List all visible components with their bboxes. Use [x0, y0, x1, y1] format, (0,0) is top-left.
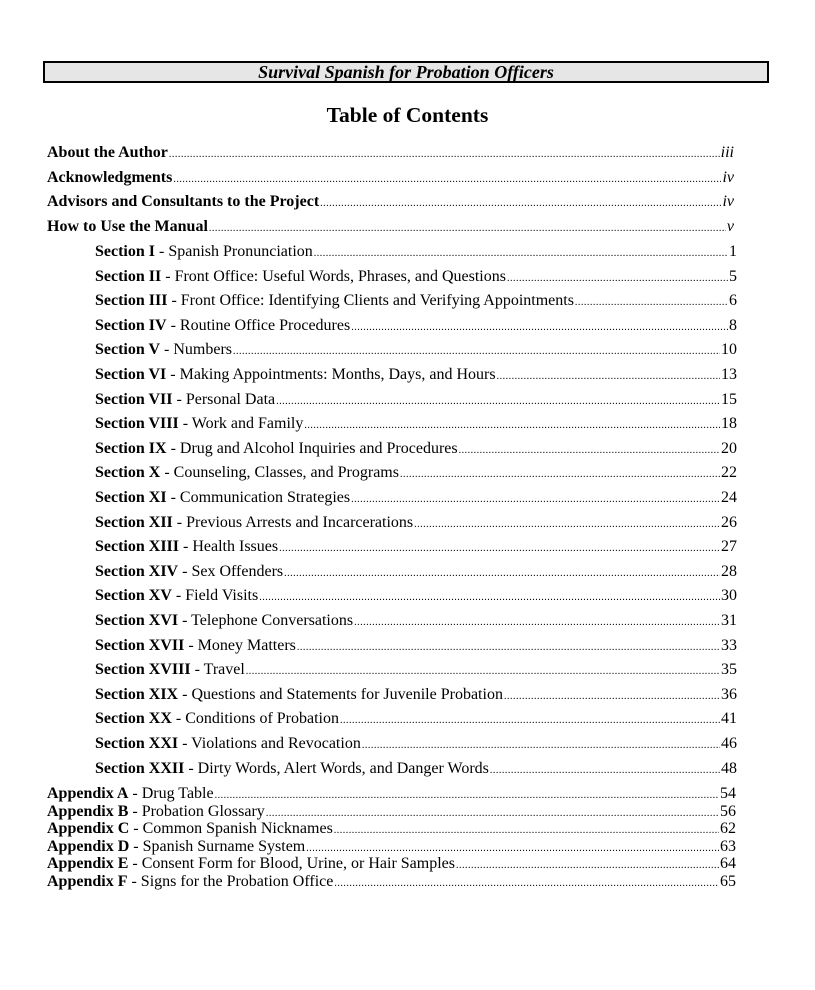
appendix-title: - Consent Form for Blood, Urine, or Hair Samples: [128, 855, 455, 873]
main-entry-label: [47, 218, 208, 236]
section-entry[interactable]: [95, 637, 737, 655]
section-title: - Previous Arrests and Incarcerations: [172, 513, 414, 531]
page-number: 65: [720, 873, 736, 890]
section-title: - Making Appointments: Months, Days, and Hours: [166, 366, 496, 383]
page-number: iii: [720, 144, 734, 161]
section-entry[interactable]: [95, 341, 737, 359]
section-number: Section VI: [95, 366, 167, 383]
section-entry-label: [95, 464, 399, 482]
main-entry-label: [47, 169, 172, 187]
section-number: Section I: [95, 243, 155, 260]
dot-leader: [169, 149, 720, 160]
dot-leader: [334, 878, 719, 889]
dot-leader: [490, 765, 720, 776]
dot-leader: [320, 198, 721, 209]
section-entry[interactable]: [95, 489, 737, 507]
page-number: 62: [720, 820, 736, 838]
section-title: - Conditions of Probation: [171, 710, 339, 728]
dot-leader: [414, 519, 720, 530]
document-title: Survival Spanish for Probation Officers: [258, 62, 554, 82]
section-entry[interactable]: [95, 686, 737, 704]
dot-leader: [362, 740, 720, 751]
main-title: How to Use the Manual: [47, 218, 208, 235]
appendix-entry[interactable]: [47, 785, 736, 803]
section-title: - Front Office: Identifying Clients and Verifying Appointments: [167, 292, 574, 310]
section-entry[interactable]: [95, 563, 737, 581]
appendix-title: - Common Spanish Nicknames: [129, 820, 333, 838]
section-entry-label: [95, 415, 303, 433]
section-title: - Drug and Alcohol Inquiries and Procedures: [166, 439, 458, 457]
section-entry[interactable]: [95, 735, 737, 753]
section-number: Section XVI: [95, 612, 179, 629]
section-entry-label: [95, 563, 283, 581]
section-number: Section IV: [95, 316, 167, 334]
page-number: 35: [721, 661, 737, 679]
document-header: [43, 61, 769, 83]
dot-leader: [351, 322, 728, 333]
dot-leader: [400, 469, 720, 480]
dot-leader: [504, 691, 720, 702]
main-entry[interactable]: [47, 144, 734, 162]
section-entry-label: [95, 661, 245, 679]
appendix-entry[interactable]: [47, 803, 736, 821]
section-entry-label: [95, 391, 275, 409]
page-number: 18: [721, 415, 737, 433]
section-title: - Spanish Pronunciation: [155, 243, 313, 260]
section-number: Section XV: [95, 587, 172, 605]
page-number: 63: [720, 837, 736, 855]
page-number: 6: [729, 292, 737, 310]
section-number: Section V: [95, 341, 161, 359]
section-entry[interactable]: [95, 317, 737, 335]
section-entry-label: [95, 243, 313, 261]
main-entry-label: [47, 193, 319, 211]
section-number: Section XIII: [95, 538, 180, 556]
appendix-entry[interactable]: [47, 873, 736, 891]
section-entry-label: [95, 440, 458, 458]
section-title: - Routine Office Procedures: [166, 316, 351, 334]
page-number: 46: [721, 735, 737, 752]
section-title: - Sex Offenders: [178, 562, 284, 580]
dot-leader: [459, 445, 720, 456]
section-title: - Communication Strategies: [166, 489, 351, 506]
page-number: v: [726, 218, 734, 235]
appendix-number: Appendix B: [47, 802, 129, 820]
section-entry-label: [95, 317, 350, 335]
section-number: Section VII: [95, 390, 173, 408]
section-entry[interactable]: [95, 391, 737, 409]
section-title: - Front Office: Useful Words, Phrases, and Questions: [161, 267, 506, 285]
section-title: - Counseling, Classes, and Programs: [160, 464, 399, 482]
main-title: About the Author: [47, 144, 168, 161]
page-number: 22: [721, 464, 737, 482]
section-title: - Travel: [190, 661, 245, 679]
dot-leader: [259, 592, 720, 603]
appendix-entry-label: [47, 785, 214, 803]
dot-leader: [215, 790, 719, 801]
section-entry[interactable]: [95, 292, 737, 310]
dot-leader: [304, 420, 720, 431]
dot-leader: [306, 843, 719, 854]
section-entry-label: [95, 735, 361, 753]
appendix-entry-label: [47, 803, 265, 821]
appendix-entry-label: [47, 855, 455, 873]
section-number: Section III: [95, 292, 168, 310]
page-number: 30: [721, 587, 737, 605]
dot-leader: [314, 248, 728, 259]
dot-leader: [456, 860, 719, 871]
section-number: Section X: [95, 464, 161, 482]
section-entry-label: [95, 612, 353, 630]
section-entry[interactable]: [95, 587, 737, 605]
appendix-number: Appendix A: [47, 785, 129, 802]
dot-leader: [575, 297, 728, 308]
appendix-title: - Drug Table: [128, 785, 214, 802]
page-number: 56: [720, 802, 736, 820]
page-number: 48: [721, 759, 737, 777]
section-number: Section IX: [95, 439, 167, 457]
section-entry[interactable]: [95, 760, 737, 778]
page-number: 24: [721, 489, 737, 506]
page-number: 41: [721, 710, 737, 728]
section-entry[interactable]: [95, 440, 737, 458]
section-entry[interactable]: [95, 710, 737, 728]
section-entry[interactable]: [95, 243, 737, 261]
dot-leader: [507, 273, 728, 284]
section-title: - Health Issues: [179, 538, 279, 556]
page-number: 1: [729, 243, 737, 260]
section-number: Section XIV: [95, 562, 179, 580]
section-number: Section XVIII: [95, 661, 191, 679]
dot-leader: [266, 808, 719, 819]
section-number: Section VIII: [95, 415, 179, 433]
appendix-entry-label: [47, 873, 333, 891]
appendix-entry[interactable]: [47, 855, 736, 873]
dot-leader: [497, 371, 720, 382]
page-number: 28: [721, 562, 737, 580]
dot-leader: [284, 568, 720, 579]
main-entry-label: [47, 144, 168, 162]
section-entry-label: [95, 341, 232, 359]
page-number: iv: [722, 169, 734, 186]
section-entry[interactable]: [95, 464, 737, 482]
section-entry-label: [95, 538, 278, 556]
section-number: Section XVII: [95, 636, 185, 654]
dot-leader: [246, 666, 720, 677]
page-number: 36: [721, 685, 737, 703]
appendix-number: Appendix F: [47, 873, 128, 890]
page-number: 20: [721, 439, 737, 457]
section-title: - Questions and Statements for Juvenile Probation: [178, 685, 503, 703]
section-number: Section XIX: [95, 685, 179, 703]
dot-leader: [209, 223, 726, 234]
section-entry-label: [95, 587, 258, 605]
section-entry[interactable]: [95, 661, 737, 679]
section-number: Section XII: [95, 513, 173, 531]
page-number: 13: [721, 366, 737, 383]
appendix-title: - Spanish Surname System: [129, 837, 306, 855]
dot-leader: [354, 617, 720, 628]
section-entry[interactable]: [95, 366, 737, 384]
main-title: Advisors and Consultants to the Project: [47, 193, 320, 210]
section-entry[interactable]: [95, 268, 737, 286]
dot-leader: [233, 346, 720, 357]
page-number: 27: [721, 538, 737, 556]
page-number: 15: [721, 390, 737, 408]
section-entry[interactable]: [95, 538, 737, 556]
section-title: - Personal Data: [172, 390, 276, 408]
section-title: - Money Matters: [184, 636, 296, 654]
appendix-number: Appendix D: [47, 837, 130, 855]
appendix-entry-label: [47, 820, 333, 838]
page-number: 31: [721, 612, 737, 629]
page-number: 5: [729, 267, 737, 285]
section-number: Section II: [95, 267, 162, 285]
section-entry-label: [95, 710, 339, 728]
section-number: Section XI: [95, 489, 167, 506]
page-number: iv: [722, 193, 734, 210]
dot-leader: [276, 396, 720, 407]
section-entry-label: [95, 760, 489, 778]
page-number: 26: [721, 513, 737, 531]
dot-leader: [351, 494, 720, 505]
page-number: 33: [721, 636, 737, 654]
section-entry-label: [95, 268, 506, 286]
section-entry-label: [95, 489, 350, 507]
page-number: 54: [720, 785, 736, 802]
section-entry-label: [95, 514, 413, 532]
section-number: Section XXI: [95, 735, 179, 752]
section-title: - Numbers: [160, 341, 233, 359]
section-title: - Violations and Revocation: [178, 735, 361, 752]
dot-leader: [334, 825, 719, 836]
page-number: 10: [721, 341, 737, 359]
main-title: Acknowledgments: [47, 169, 173, 186]
appendix-number: Appendix E: [47, 855, 129, 873]
main-entry[interactable]: [47, 193, 734, 211]
section-number: Section XXII: [95, 759, 185, 777]
dot-leader: [173, 174, 721, 185]
main-entry[interactable]: [47, 169, 734, 187]
appendix-title: - Signs for the Probation Office: [127, 873, 334, 890]
dot-leader: [279, 543, 720, 554]
section-entry-label: [95, 366, 496, 384]
appendix-entry[interactable]: [47, 820, 736, 838]
section-entry[interactable]: [95, 612, 737, 630]
dot-leader: [297, 642, 720, 653]
section-number: Section XX: [95, 710, 172, 728]
appendix-entry-label: [47, 838, 305, 856]
page-number: 64: [720, 855, 736, 873]
main-entry[interactable]: [47, 218, 734, 236]
section-entry[interactable]: [95, 514, 737, 532]
section-entry-label: [95, 686, 503, 704]
section-entry[interactable]: [95, 415, 737, 433]
section-entry-label: [95, 292, 574, 310]
section-title: - Dirty Words, Alert Words, and Danger Words: [184, 759, 489, 777]
appendix-title: - Probation Glossary: [128, 802, 265, 820]
appendix-entry[interactable]: [47, 838, 736, 856]
appendix-number: Appendix C: [47, 820, 130, 838]
section-title: - Telephone Conversations: [178, 612, 354, 629]
dot-leader: [340, 715, 720, 726]
section-title: - Field Visits: [171, 587, 259, 605]
page-number: 8: [729, 316, 737, 334]
section-entry-label: [95, 637, 296, 655]
section-title: - Work and Family: [178, 415, 304, 433]
toc-heading: Table of Contents: [326, 103, 489, 127]
